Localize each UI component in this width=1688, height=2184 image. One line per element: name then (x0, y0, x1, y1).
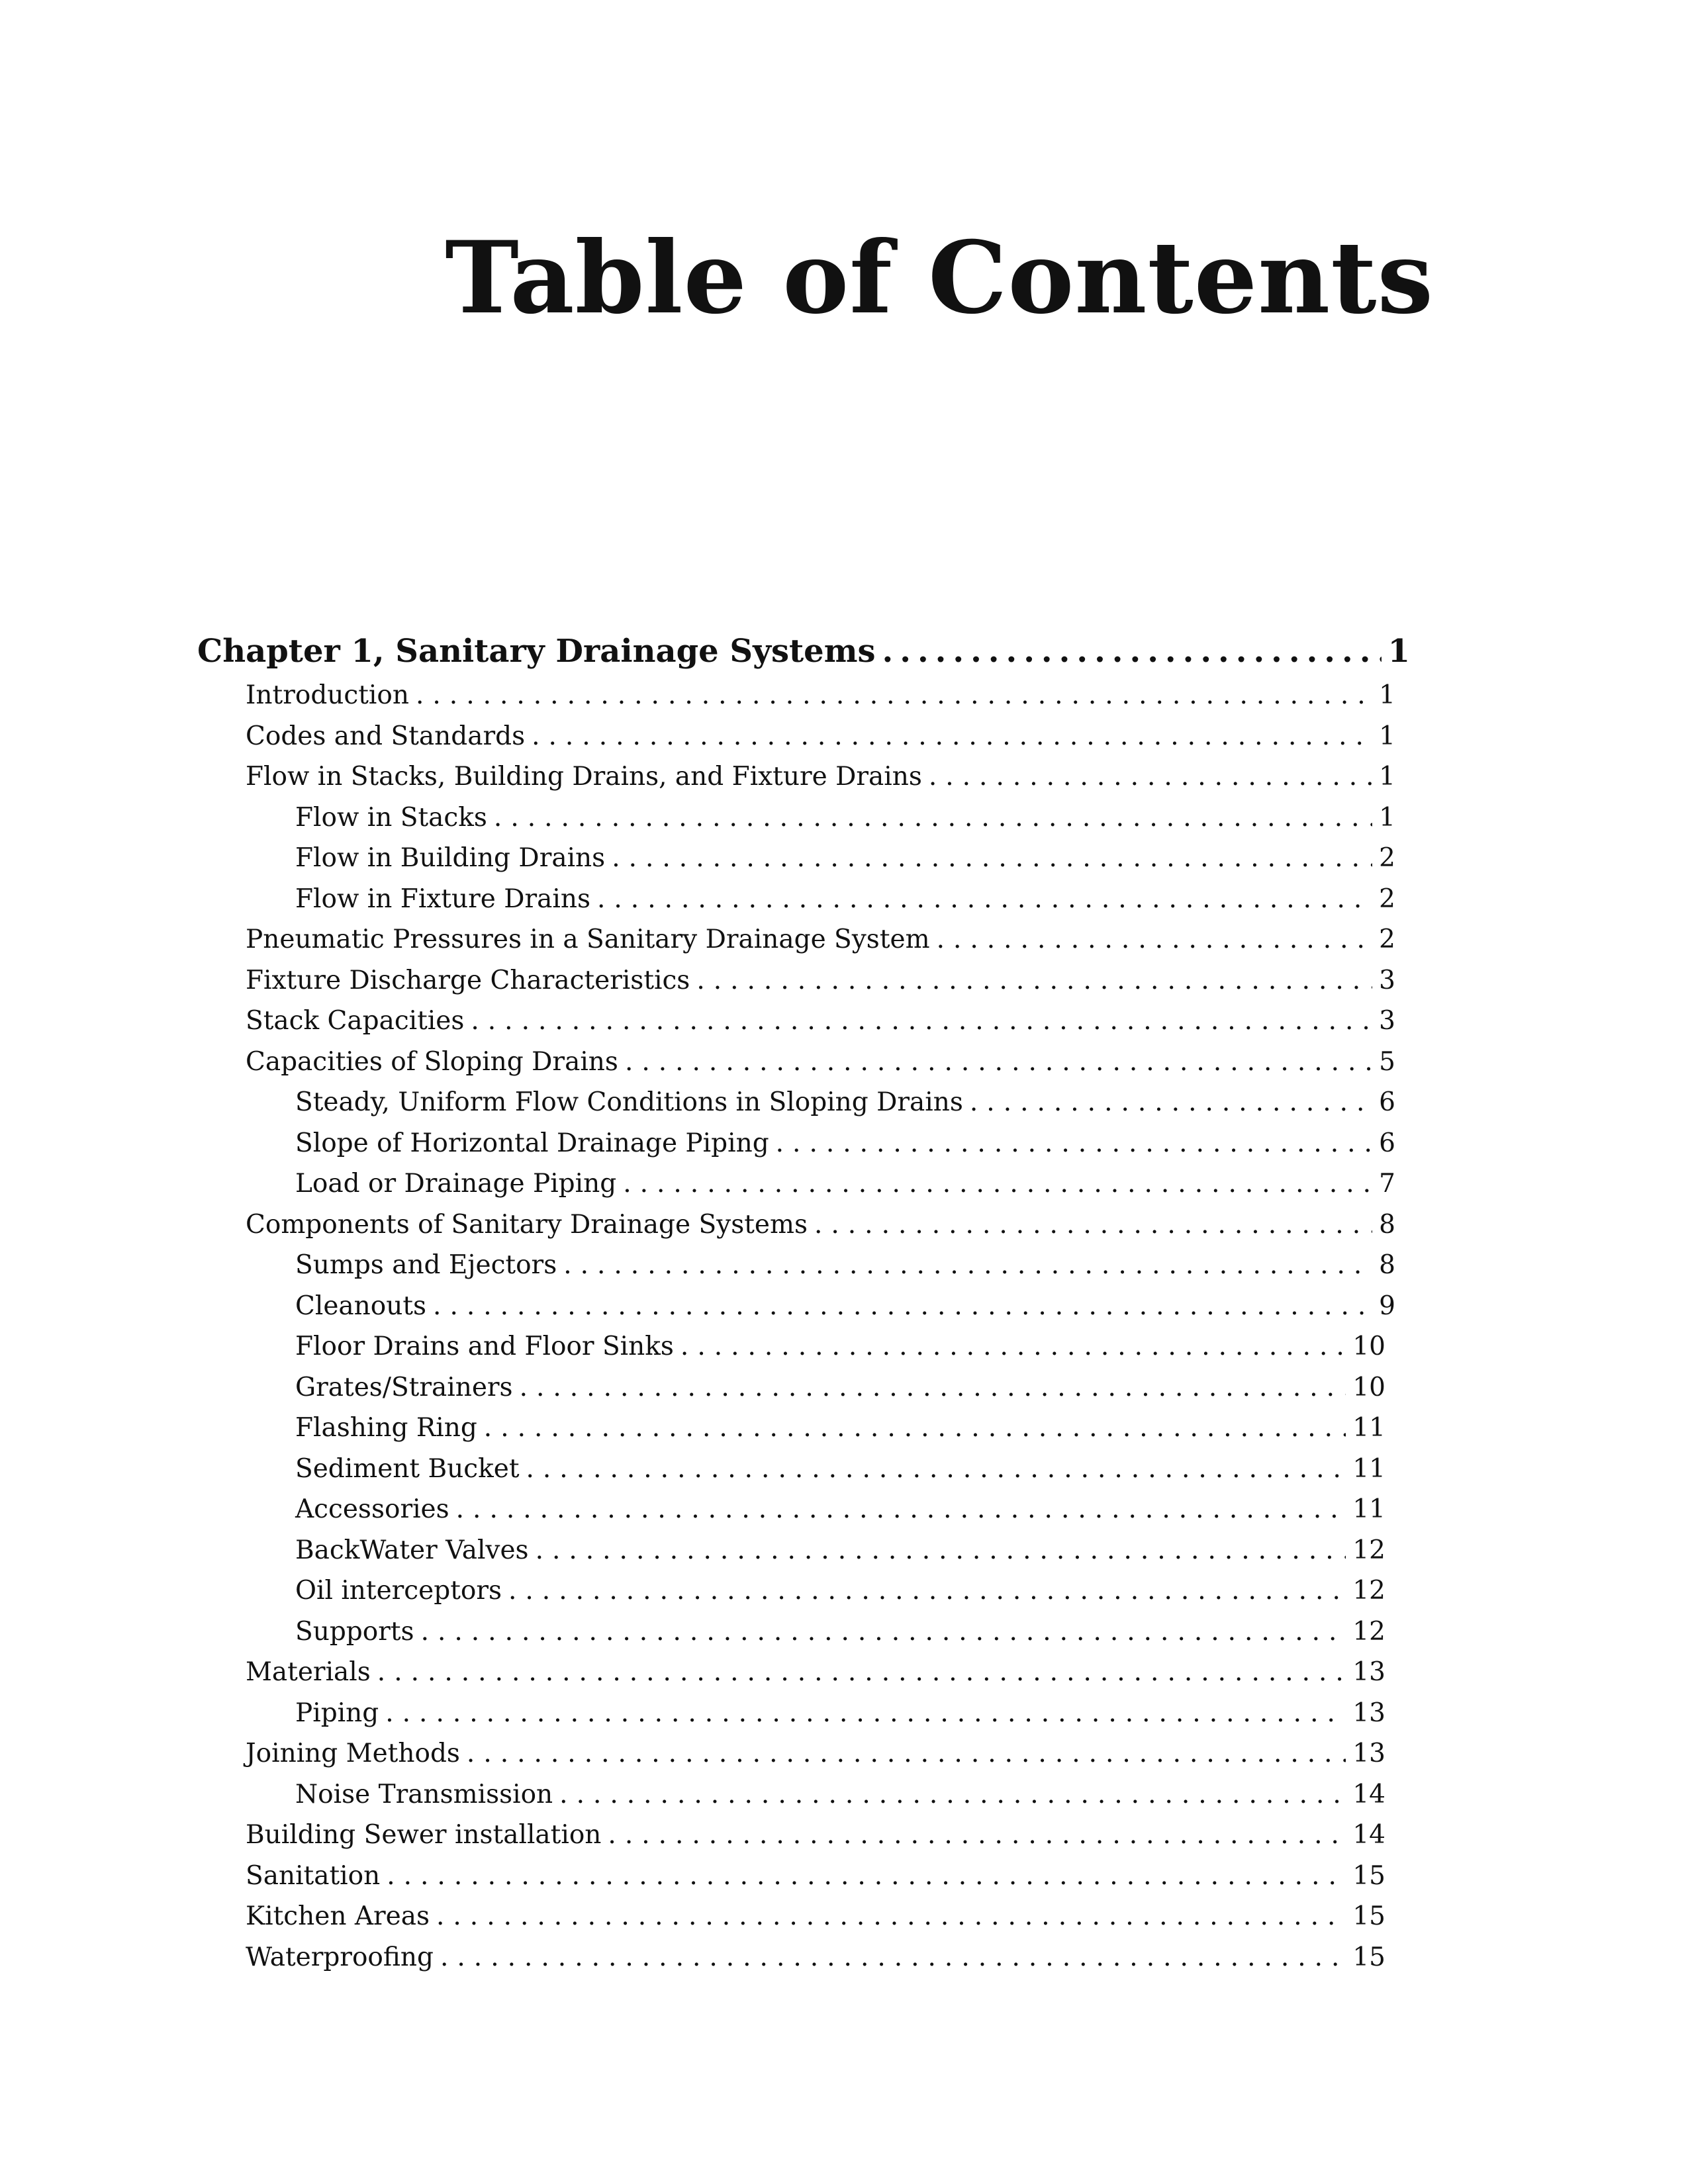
toc-entry[interactable] (197, 1326, 1385, 1367)
toc-entry[interactable] (197, 1042, 1395, 1083)
toc-entry-label: Flow in Fixture Drains (295, 884, 590, 914)
toc-entry-page-number: 12 (1352, 1616, 1385, 1647)
dot-leader (526, 1449, 1346, 1490)
dot-leader (814, 1205, 1372, 1246)
table-of-contents (197, 627, 1410, 1978)
toc-entry[interactable] (197, 716, 1395, 757)
toc-entry-label: Stack Capacities (246, 1006, 465, 1036)
toc-entry-label: Noise Transmission (295, 1779, 553, 1809)
dot-leader (623, 1163, 1372, 1205)
toc-entry-page-number: 15 (1352, 1860, 1385, 1891)
toc-entry-page-number: 11 (1352, 1413, 1385, 1443)
toc-entry-label: Sanitation (246, 1860, 381, 1891)
page-title: Table of Contents (445, 220, 1434, 336)
toc-entry-page-number: 6 (1379, 1128, 1395, 1158)
toc-entry[interactable] (197, 1408, 1385, 1449)
dot-leader (433, 1286, 1372, 1327)
toc-entry-page-number: 14 (1352, 1820, 1385, 1850)
toc-entry[interactable] (197, 1652, 1385, 1693)
dot-leader (612, 838, 1372, 879)
toc-entry[interactable] (197, 1570, 1385, 1612)
toc-entry[interactable] (197, 879, 1395, 920)
toc-entry[interactable] (197, 1612, 1385, 1653)
dot-leader (597, 879, 1372, 920)
toc-entry-label: Supports (295, 1616, 414, 1647)
toc-entry-label: Capacities of Sloping Drains (246, 1046, 618, 1077)
toc-entry[interactable] (197, 797, 1395, 839)
toc-entry[interactable] (197, 1163, 1395, 1205)
toc-entry[interactable] (197, 1815, 1385, 1856)
toc-entry-page-number: 2 (1379, 925, 1395, 954)
toc-entry-label: Components of Sanitary Drainage Systems (246, 1209, 808, 1240)
toc-entry[interactable] (197, 1245, 1395, 1286)
toc-entry-label: Codes and Standards (246, 721, 526, 751)
toc-entry-page-number: 8 (1379, 1209, 1395, 1240)
toc-entry-label: Piping (295, 1698, 379, 1728)
toc-entry-page-number: 15 (1352, 1901, 1385, 1931)
toc-entry-label: Introduction (246, 680, 409, 710)
toc-entry[interactable] (197, 1286, 1395, 1327)
toc-entry-page-number: 3 (1379, 965, 1395, 995)
dot-leader (776, 1123, 1373, 1164)
toc-entry-label: Fixture Discharge Characteristics (246, 965, 690, 995)
dot-leader (559, 1774, 1346, 1815)
toc-entry[interactable] (197, 675, 1395, 716)
toc-entry-label: Building Sewer installation (246, 1820, 602, 1850)
dot-leader (385, 1693, 1346, 1734)
toc-entry[interactable] (197, 1205, 1395, 1246)
toc-entry-page-number: 1 (1379, 802, 1395, 833)
toc-entry-label: BackWater Valves (295, 1535, 529, 1565)
toc-entry-label: Sediment Bucket (295, 1453, 520, 1484)
toc-entry-label: Cleanouts (295, 1291, 427, 1321)
dot-leader (484, 1408, 1346, 1449)
toc-chapter-label: Chapter 1, Sanitary Drainage Systems (197, 633, 876, 670)
toc-entry-page-number: 14 (1352, 1779, 1385, 1809)
toc-entry-label: Pneumatic Pressures in a Sanitary Drainage System (246, 925, 930, 954)
toc-entry-page-number: 12 (1352, 1576, 1385, 1606)
toc-entry-page-number: 10 (1352, 1372, 1385, 1402)
toc-entry-page-number: 13 (1352, 1657, 1385, 1687)
toc-entry[interactable] (197, 1001, 1395, 1042)
toc-entry[interactable] (197, 1774, 1385, 1815)
toc-entry[interactable] (197, 1449, 1385, 1490)
dot-leader (608, 1815, 1346, 1856)
toc-entry-page-number: 2 (1379, 843, 1395, 873)
toc-entry[interactable] (197, 1082, 1395, 1123)
toc-entry-page-number: 2 (1379, 884, 1395, 914)
toc-entry-label: Load or Drainage Piping (295, 1169, 617, 1199)
toc-entry[interactable] (197, 1367, 1385, 1408)
dot-leader (696, 960, 1372, 1001)
toc-entry-page-number: 15 (1352, 1942, 1385, 1972)
dot-leader (377, 1652, 1346, 1693)
dot-leader (937, 919, 1373, 960)
toc-entry-page-number: 1 (1379, 762, 1395, 792)
toc-entry[interactable] (197, 1530, 1385, 1571)
dot-leader (456, 1489, 1346, 1530)
toc-entry-page-number: 1 (1379, 721, 1395, 751)
dot-leader (494, 797, 1372, 839)
dot-leader (563, 1245, 1372, 1286)
toc-entry-label: Steady, Uniform Flow Conditions in Sloping Drains (295, 1087, 963, 1117)
toc-entry-label: Materials (246, 1657, 371, 1687)
toc-entry-page-number: 11 (1352, 1453, 1385, 1484)
toc-entry[interactable] (197, 1693, 1385, 1734)
toc-entry-page-number: 6 (1379, 1087, 1395, 1117)
dot-leader (467, 1733, 1346, 1774)
toc-entry-label: Joining Methods (246, 1739, 460, 1768)
toc-entry-page-number: 10 (1352, 1332, 1385, 1361)
toc-entry-page-number: 7 (1379, 1169, 1395, 1199)
dot-leader (421, 1612, 1346, 1653)
toc-entry-page-number: 13 (1352, 1698, 1385, 1728)
dot-leader (436, 1896, 1346, 1937)
toc-entry[interactable] (197, 1733, 1385, 1774)
toc-entry[interactable] (197, 1489, 1385, 1530)
dot-leader (520, 1367, 1346, 1408)
dot-leader (536, 1530, 1346, 1571)
toc-entry-label: Flow in Stacks, Building Drains, and Fixture Drains (246, 762, 922, 792)
toc-entry-label: Floor Drains and Floor Sinks (295, 1332, 674, 1361)
toc-entry-label: Flow in Building Drains (295, 843, 606, 873)
dot-leader (970, 1082, 1372, 1123)
toc-entry-page-number: 1 (1379, 680, 1395, 710)
toc-entry-label: Flashing Ring (295, 1413, 477, 1443)
dot-leader (882, 627, 1382, 675)
toc-entry-page-number: 8 (1379, 1250, 1395, 1280)
toc-entry-page-number: 9 (1379, 1291, 1395, 1321)
toc-entry-label: Accessories (295, 1494, 449, 1524)
toc-entry-label: Oil interceptors (295, 1576, 502, 1606)
toc-entry-page-number: 3 (1379, 1006, 1395, 1036)
toc-chapter-page-number: 1 (1387, 633, 1410, 670)
dot-leader (532, 716, 1372, 757)
toc-entry-label: Kitchen Areas (246, 1901, 430, 1931)
toc-chapter-entry[interactable] (197, 627, 1410, 675)
dot-leader (440, 1937, 1346, 1978)
toc-entry-label: Grates/Strainers (295, 1372, 513, 1402)
toc-entry[interactable] (197, 1937, 1385, 1978)
toc-entry-page-number: 5 (1379, 1046, 1395, 1077)
dot-leader (680, 1326, 1346, 1367)
dot-leader (471, 1001, 1372, 1042)
toc-entry[interactable] (197, 756, 1395, 797)
toc-entry-page-number: 12 (1352, 1535, 1385, 1565)
toc-entry-page-number: 13 (1352, 1739, 1385, 1768)
toc-entry-label: Slope of Horizontal Drainage Piping (295, 1128, 769, 1158)
toc-entry-page-number: 11 (1352, 1494, 1385, 1524)
dot-leader (929, 756, 1372, 797)
dot-leader (416, 675, 1372, 716)
toc-entry[interactable] (197, 1896, 1385, 1937)
toc-entry-label: Waterproofing (246, 1942, 434, 1972)
dot-leader (387, 1856, 1346, 1897)
dot-leader (508, 1570, 1346, 1612)
toc-entry[interactable] (197, 1123, 1395, 1164)
toc-entry[interactable] (197, 1856, 1385, 1897)
toc-entry[interactable] (197, 919, 1395, 960)
toc-entry[interactable] (197, 960, 1395, 1001)
toc-entry-label: Sumps and Ejectors (295, 1250, 557, 1280)
toc-entry[interactable] (197, 838, 1395, 879)
toc-entry-label: Flow in Stacks (295, 802, 487, 833)
dot-leader (625, 1042, 1372, 1083)
